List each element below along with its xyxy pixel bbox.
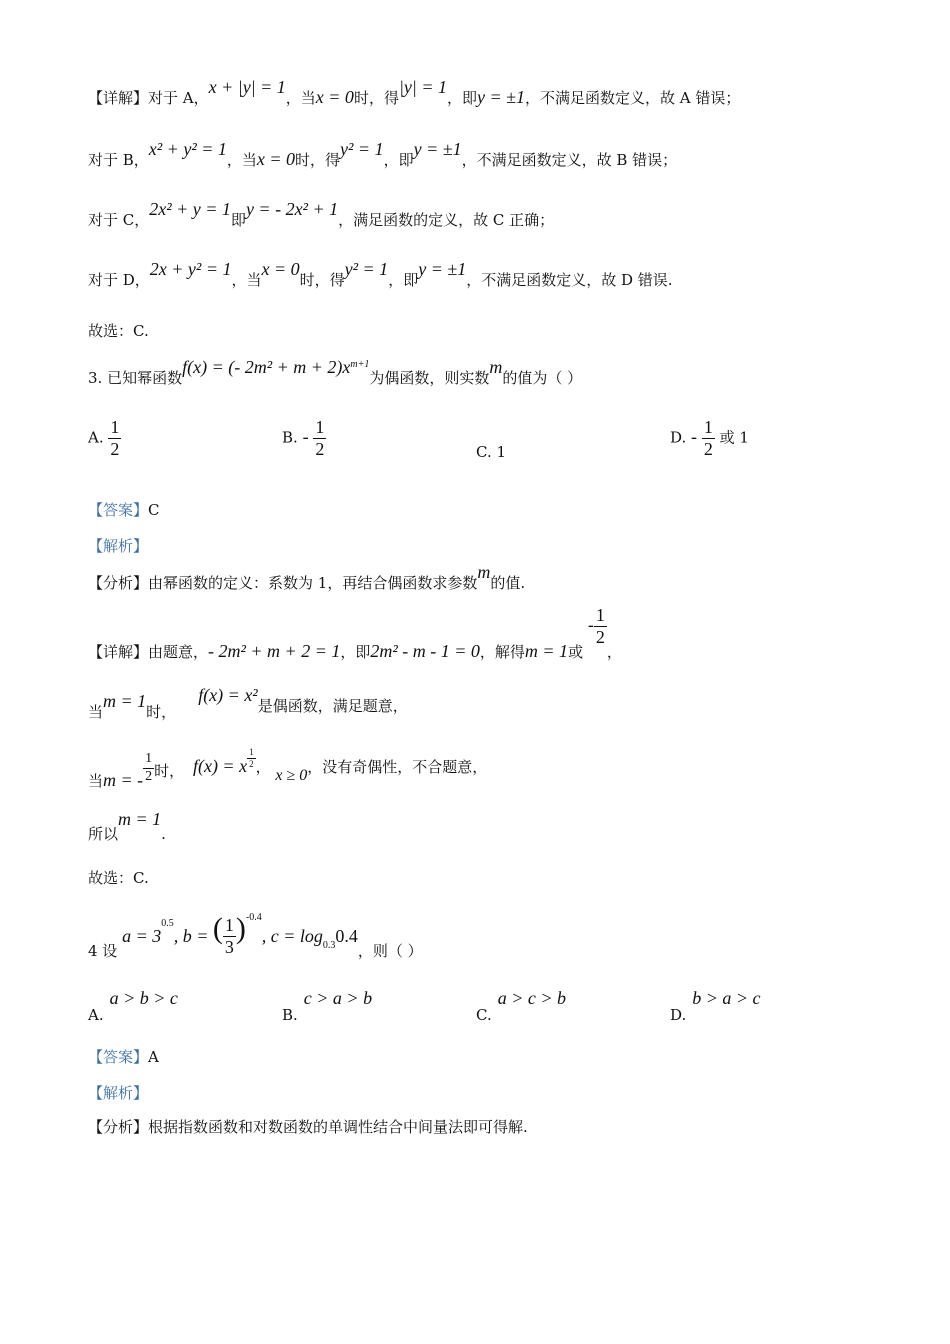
- option-label: B.: [282, 1006, 298, 1024]
- text: ，则（ ）: [357, 942, 423, 961]
- denominator: 2: [595, 626, 605, 647]
- detail-3-conclusion: [88, 809, 166, 843]
- detail-c: [88, 199, 555, 229]
- detail-a-label: 【详解】对于 A，: [88, 89, 209, 107]
- sign: -: [587, 614, 594, 635]
- text: 【分析】由幂函数的定义：系数为 1，再结合偶函数求参数: [88, 574, 478, 592]
- text: 当: [88, 772, 104, 791]
- option-expression: a > b > c: [109, 988, 178, 1008]
- equation: - 2m² + m + 2 = 1: [208, 641, 341, 662]
- text: 即: [230, 211, 246, 229]
- label: 对于 D，: [88, 271, 150, 289]
- fraction: [594, 606, 607, 647]
- detail-a-equation: x + |y| = 1: [208, 77, 286, 97]
- function: f(x) = x²: [198, 685, 258, 705]
- c-definition: , c = log: [261, 926, 323, 947]
- condition: x = 0: [315, 87, 354, 107]
- sign: -: [691, 426, 698, 447]
- option-d[interactable]: [670, 418, 749, 459]
- text: ，解得: [479, 643, 525, 662]
- fraction: [143, 752, 154, 784]
- exponent: m+1: [350, 359, 370, 370]
- numerator: 1: [703, 417, 713, 437]
- text: ，即: [340, 643, 371, 662]
- extra: 或 1: [719, 428, 749, 447]
- option-4b[interactable]: [282, 988, 373, 1024]
- text: ，: [255, 758, 271, 777]
- analysis-3-tag: 【解析】: [88, 537, 149, 555]
- detail-3-case2: [88, 747, 488, 791]
- text: ，没有奇偶性，不合题意，: [307, 758, 488, 777]
- log-argument: 0.4: [335, 926, 358, 947]
- option-label: A.: [88, 428, 104, 447]
- analysis-4-tag: 【解析】: [88, 1084, 149, 1102]
- exponent: 0.5: [161, 918, 174, 930]
- numerator: 1: [595, 605, 605, 625]
- text: ，当: [231, 271, 262, 289]
- option-c[interactable]: [476, 443, 506, 461]
- result: y = ±1: [413, 139, 462, 159]
- text: 时，得: [295, 151, 341, 169]
- question-3: [88, 357, 583, 387]
- text: ，即: [447, 89, 478, 107]
- text: ，即: [388, 271, 419, 289]
- question-4-stem: 4 设: [88, 942, 118, 961]
- text: 【详解】由题意，: [88, 643, 209, 662]
- answer-4: [88, 1050, 159, 1065]
- fraction-exponent: [247, 748, 256, 770]
- numerator: 1: [247, 748, 256, 759]
- denominator: 2: [145, 768, 153, 784]
- answer-value: C: [148, 501, 160, 519]
- denominator: 2: [249, 759, 254, 770]
- result: |y| = 1: [398, 77, 447, 97]
- option-label: B.: [282, 428, 298, 447]
- label: 对于 B，: [88, 151, 149, 169]
- text: 时，得: [353, 89, 399, 107]
- denominator: 2: [703, 438, 713, 459]
- fraction: [223, 916, 236, 957]
- denominator: 2: [110, 438, 120, 459]
- detail-3: [88, 605, 622, 662]
- text: .: [161, 825, 166, 843]
- conclusion: ，不满足函数定义，故 D 错误.: [466, 271, 673, 289]
- condition: m = -: [103, 770, 144, 791]
- answer-tag: 【答案】: [88, 501, 149, 519]
- variable: m: [489, 357, 503, 377]
- condition: x = 0: [261, 259, 300, 279]
- option-4d[interactable]: [670, 988, 761, 1024]
- text: ，当: [285, 89, 316, 107]
- conclusion: ，不满足函数定义，故 A 错误；: [525, 89, 741, 107]
- text: 或: [568, 643, 584, 662]
- option-b[interactable]: [282, 418, 326, 459]
- text: 所以: [88, 825, 119, 843]
- equation: x² + y² = 1: [148, 139, 227, 159]
- condition: x = 0: [256, 149, 296, 169]
- fraction: [108, 418, 121, 459]
- text: 时，: [154, 762, 185, 781]
- answer-tag: 【答案】: [88, 1048, 149, 1066]
- fenxi-3: [88, 562, 526, 592]
- text: 为偶函数，则实数: [369, 369, 490, 387]
- option-label: D.: [670, 428, 687, 447]
- text: 时，: [146, 703, 177, 721]
- choice-line: 故选：C.: [88, 322, 149, 340]
- log-base: 0.3: [322, 940, 336, 952]
- solution: m = 1: [524, 641, 569, 662]
- denominator: 2: [315, 438, 325, 459]
- question-3-stem: 3. 已知幂函数: [88, 369, 183, 387]
- option-expression: a > c > b: [497, 988, 567, 1008]
- result: y² = 1: [344, 259, 389, 279]
- text: 是偶函数，满足题意，: [257, 697, 408, 715]
- text: ，: [606, 643, 622, 662]
- detail-3-case1: [88, 685, 408, 721]
- answer-value: A: [148, 1048, 159, 1066]
- numerator: 1: [224, 915, 234, 935]
- text: 的值为（ ）: [502, 369, 583, 387]
- variable: m: [477, 562, 491, 582]
- fraction: [313, 418, 326, 459]
- fraction: [702, 418, 715, 459]
- label: 对于 C，: [88, 211, 150, 229]
- result: y = ±1: [418, 259, 467, 279]
- numerator: 1: [110, 417, 120, 437]
- numerator: 1: [143, 752, 154, 769]
- question-4: 4 设 $a = 3^{0.5}$, b = ( $\frac{1}{3}$ )$^{-0.4}$, $c = \log_{0.3}0.4$，则（ ）: [88, 912, 423, 961]
- option-a[interactable]: [88, 418, 121, 459]
- option-label: C.: [476, 1006, 492, 1024]
- text: 当: [88, 703, 104, 721]
- text: ，即: [383, 151, 414, 169]
- equation: 2x + y² = 1: [149, 259, 232, 279]
- a-definition: a = 3: [122, 926, 162, 947]
- option-label: A.: [88, 1006, 104, 1024]
- conclusion: ，满足函数的定义，故 C 正确；: [338, 211, 555, 229]
- sign: -: [302, 426, 309, 447]
- condition: m = 1: [103, 691, 147, 711]
- text: 的值.: [490, 574, 526, 592]
- conclusion: ，不满足函数定义，故 B 错误；: [461, 151, 678, 169]
- detail-b: [88, 139, 678, 169]
- option-4a[interactable]: [88, 988, 178, 1024]
- fenxi-4: 【分析】根据指数函数和对数函数的单调性结合中间量法即可得解.: [88, 1118, 528, 1136]
- detail-d: [88, 259, 673, 289]
- result: y = ±1: [477, 87, 526, 107]
- equation: 2m² - m - 1 = 0: [370, 641, 480, 662]
- option-expression: b > a > c: [692, 988, 761, 1008]
- numerator: 1: [315, 417, 325, 437]
- result: y² = 1: [340, 139, 384, 159]
- answer-3: [88, 503, 160, 518]
- power-function: f(x) = (- 2m² + m + 2)x: [182, 357, 351, 377]
- detail-a: [88, 77, 741, 107]
- b-definition: , b =: [173, 926, 213, 947]
- choice-line-3: 故选：C.: [88, 869, 149, 887]
- option-label: D.: [670, 1006, 687, 1024]
- option-label: C. 1: [476, 443, 507, 461]
- option-4c[interactable]: [476, 988, 567, 1024]
- domain: x ≥ 0: [275, 767, 308, 785]
- text: 时，得: [299, 271, 345, 289]
- exponent: -0.4: [245, 912, 262, 924]
- option-expression: c > a > b: [303, 988, 373, 1008]
- function: f(x) = x: [192, 756, 248, 777]
- solution: m = 1: [118, 809, 162, 829]
- denominator: 3: [224, 936, 234, 957]
- equation: 2x² + y = 1: [149, 199, 231, 219]
- equation: y = - 2x² + 1: [245, 199, 339, 219]
- text: ，当: [226, 151, 257, 169]
